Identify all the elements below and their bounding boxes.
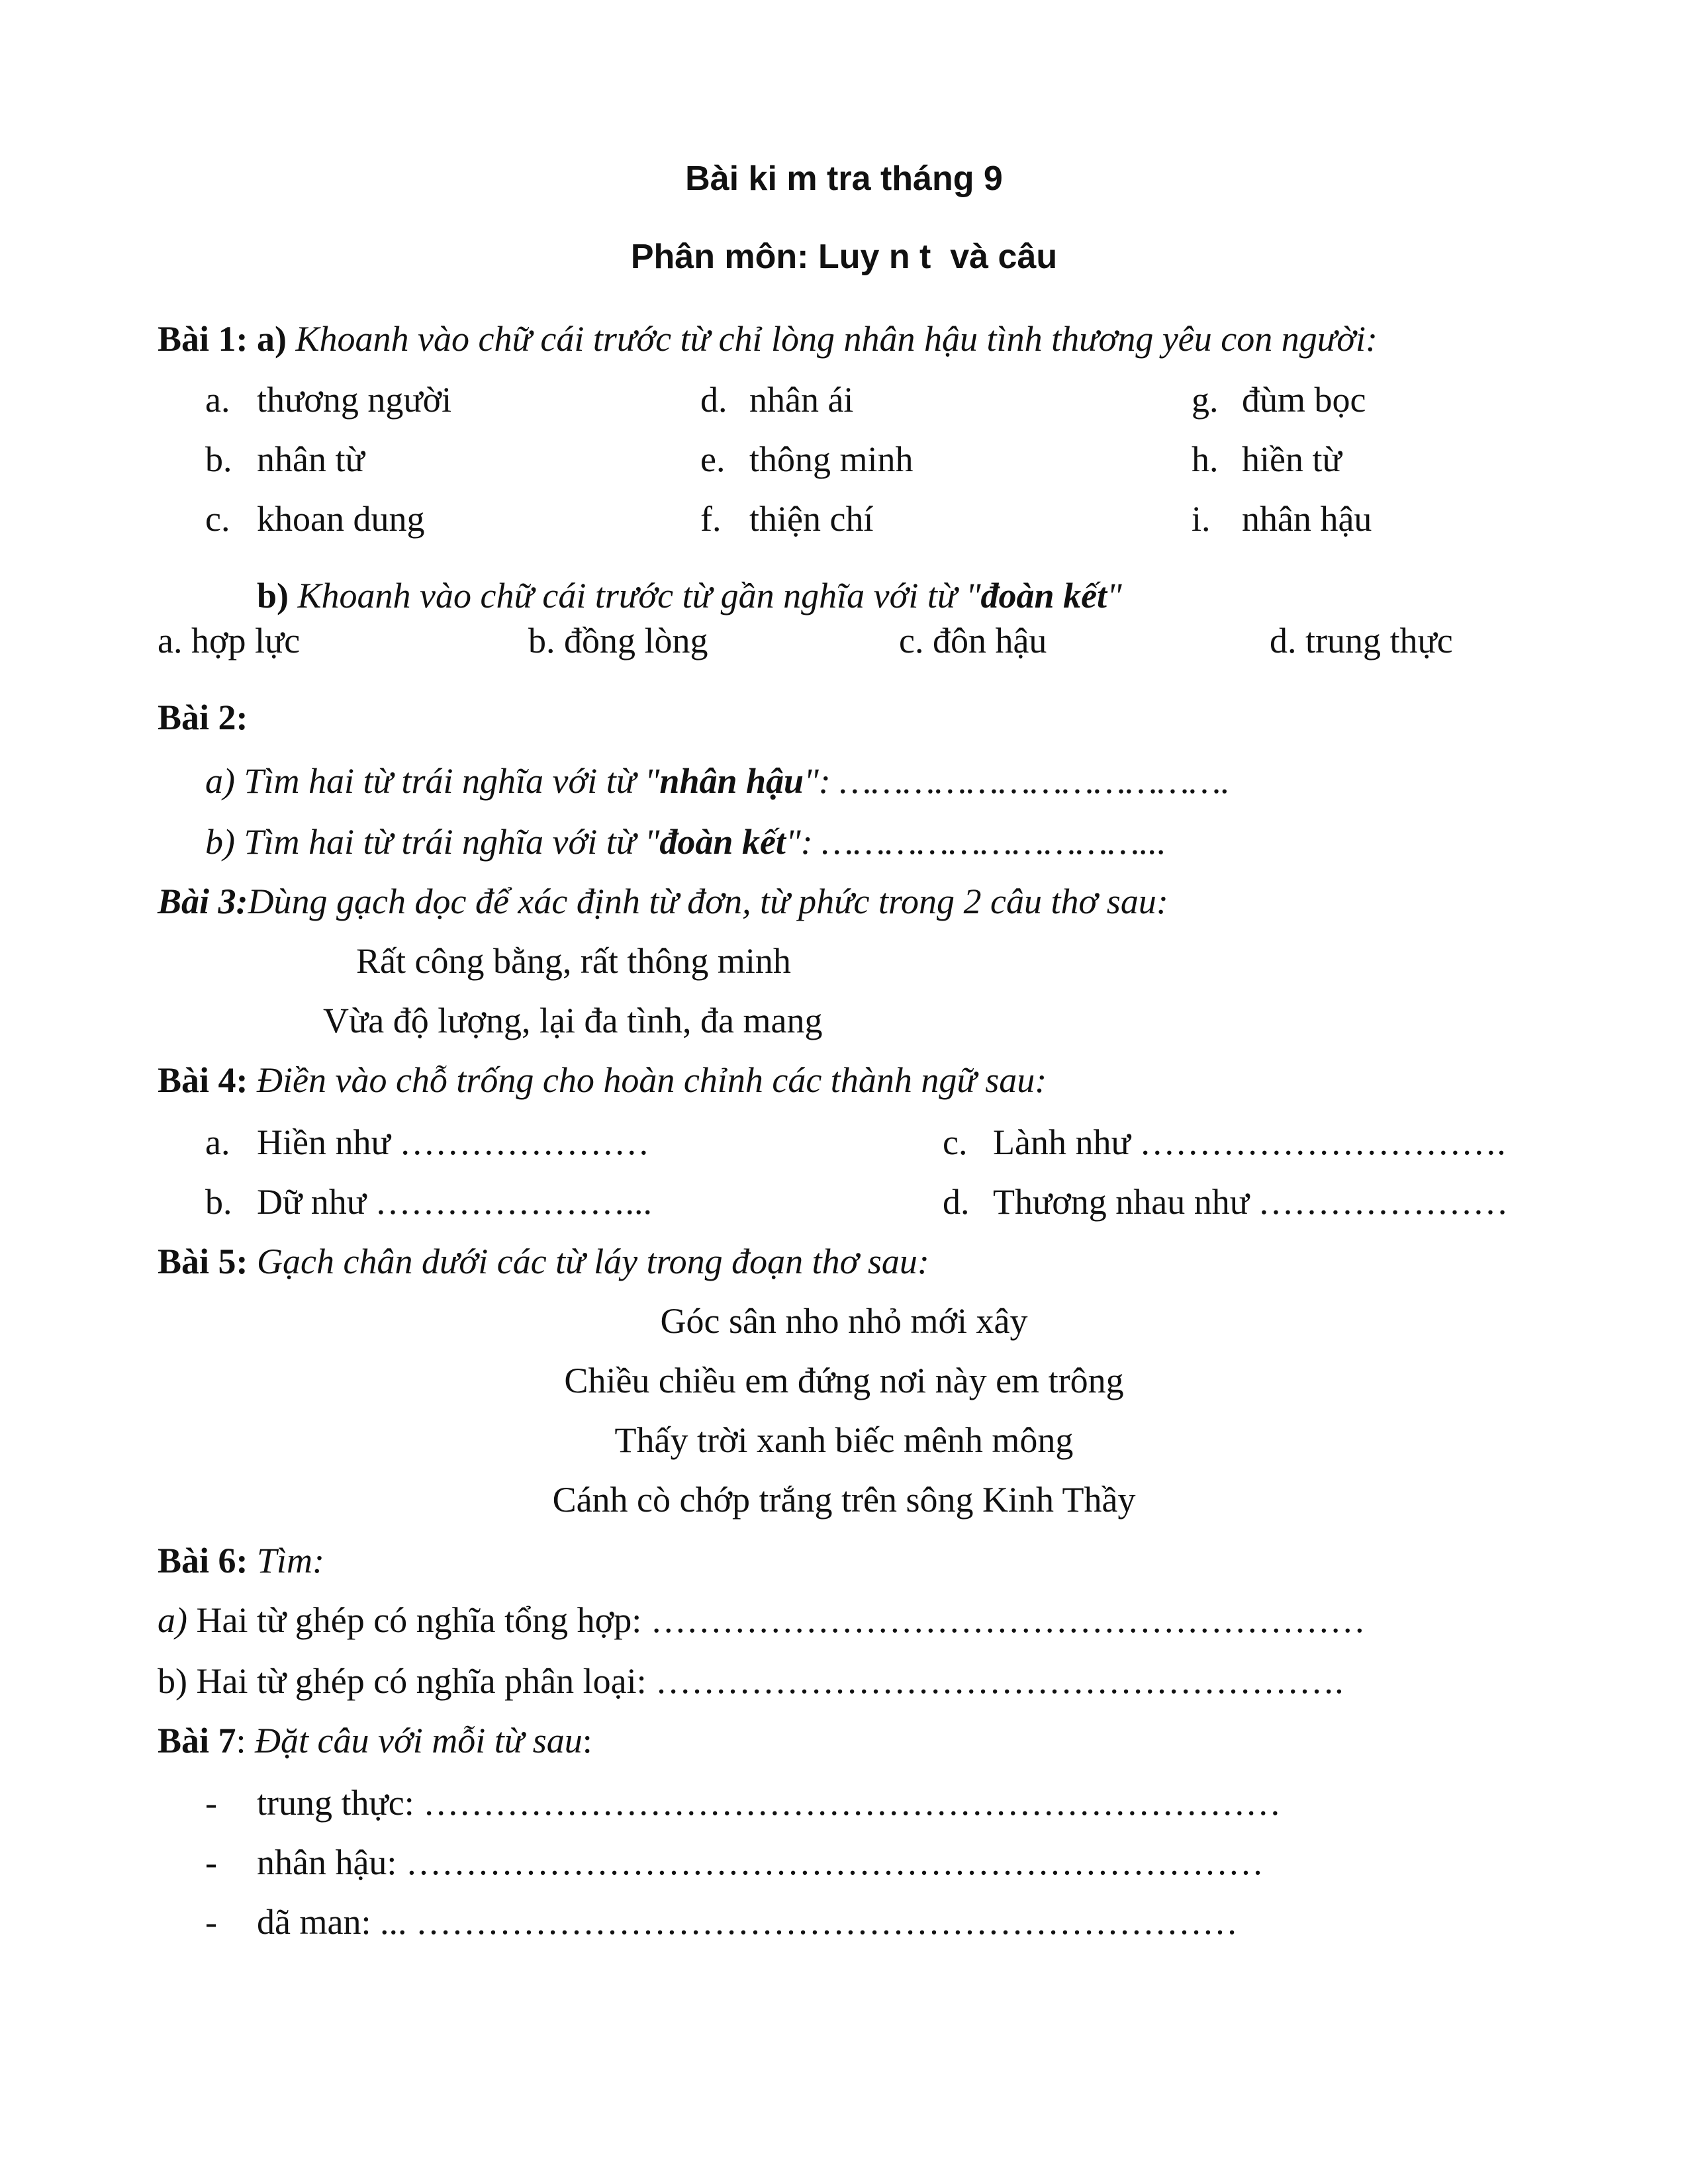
bai1-b-option: a. hợp lực [158, 621, 301, 660]
bai1-heading [158, 318, 1378, 360]
option-letter: i. [1192, 499, 1211, 539]
bai1-a-marker: a) [257, 319, 287, 359]
bai6-a-line [158, 1599, 1366, 1641]
bai5-instruction: Gạch chân dưới các từ láy trong đoạn thơ sau: [257, 1242, 929, 1281]
option-text: hiền từ [1242, 439, 1342, 479]
bai6-heading [158, 1539, 324, 1582]
bai4-item: Thương nhau như ………………… [993, 1182, 1509, 1222]
option-letter: e. [700, 439, 726, 479]
bai1-a-instruction: Khoanh vào chữ cái trước từ chỉ lòng nhân hậu tình thương yêu con người: [295, 319, 1378, 359]
option-text: thương người [257, 380, 452, 420]
bai2-b-post: ": …………………………... [785, 822, 1166, 862]
bai2-a-keyword: nhân hậu [659, 761, 804, 801]
bai5-poem-line: Thấy trời xanh biếc mênh mông [614, 1420, 1074, 1460]
option-text: thiện chí [749, 499, 874, 539]
option-letter: a. [205, 380, 230, 420]
bai1-b-keyword: đoàn kết [980, 576, 1107, 615]
bai2-a-pre: a) Tìm hai từ trái nghĩa với từ " [205, 761, 660, 801]
bai5-label: Bài 5: [158, 1242, 248, 1281]
option-text: nhân từ [257, 439, 365, 479]
option-letter: f. [700, 499, 722, 539]
bai1-b-heading [257, 574, 1122, 617]
bai4-letter: c. [943, 1122, 968, 1162]
bai6-instruction: Tìm: [257, 1541, 325, 1580]
option-letter: h. [1192, 439, 1219, 479]
option-letter: g. [1192, 380, 1219, 420]
bai7-dash: - [205, 1783, 217, 1823]
page-subtitle: Phân môn: Luy n t và câu [630, 238, 1058, 276]
bai2-a-post: ": ………………………………. [804, 761, 1230, 801]
bai6-a-marker: a) [158, 1600, 187, 1640]
bai7-heading [158, 1719, 592, 1762]
bai1-b-option: c. đôn hậu [899, 621, 1047, 660]
option-text: đùm bọc [1242, 380, 1366, 420]
bai3-poem-line: Rất công bằng, rất thông minh [356, 941, 791, 981]
bai5-heading [158, 1240, 929, 1283]
bai3-instruction: Dùng gạch dọc để xác định từ đơn, từ phức trong 2 câu thơ sau: [248, 882, 1168, 921]
bai6-label: Bài 6: [158, 1541, 248, 1580]
bai4-letter: d. [943, 1182, 970, 1222]
bai1-b-instruction-pre: Khoanh vào chữ cái trước từ gần nghĩa với từ " [297, 576, 981, 615]
option-text: nhân hậu [1242, 499, 1372, 539]
bai5-poem-line: Chiều chiều em đứng nơi này em trông [564, 1361, 1124, 1400]
bai4-item: Hiền như ………………… [257, 1122, 650, 1162]
bai5-poem-line: Cánh cò chớp trắng trên sông Kinh Thầy [552, 1480, 1136, 1520]
bai4-heading [158, 1059, 1047, 1101]
option-letter: c. [205, 499, 230, 539]
bai4-item: Dữ như …………………... [257, 1182, 653, 1222]
bai1-b-instruction-post: " [1107, 576, 1122, 615]
bai7-item: nhân hậu: ……………………………………………………………… [257, 1843, 1264, 1882]
option-text: thông minh [749, 439, 914, 479]
bai7-instruction: Đặt câu với mỗi từ sau [255, 1721, 583, 1760]
bai1-b-marker: b) [257, 576, 289, 615]
bai4-instruction: Điền vào chỗ trống cho hoàn chỉnh các thành ngữ sau: [257, 1060, 1047, 1100]
bai2-b-keyword: đoàn kết [659, 822, 786, 862]
bai5-poem-line: Góc sân nho nhỏ mới xây [660, 1301, 1028, 1341]
bai7-instruction-end: : [582, 1721, 592, 1760]
bai7-item: dã man: ... …………………………………………………………… [257, 1902, 1238, 1942]
option-text: nhân ái [749, 380, 854, 420]
option-letter: d. [700, 380, 727, 420]
bai1-label: Bài 1: [158, 319, 248, 359]
bai7-dash: - [205, 1843, 217, 1882]
bai3-heading [158, 880, 1168, 923]
bai7-dash: - [205, 1902, 217, 1942]
bai4-item: Lành như …………………………. [993, 1122, 1506, 1162]
bai3-poem-line: Vừa độ lượng, lại đa tình, đa mang [323, 1001, 823, 1040]
bai6-b-line: b) Hai từ ghép có nghĩa phân loại: …………………………………………………. [158, 1661, 1344, 1701]
bai2-label: Bài 2: [158, 698, 248, 737]
bai7-colon: : [236, 1721, 246, 1760]
option-letter: b. [205, 439, 232, 479]
bai2-a-line [205, 760, 1230, 802]
bai4-letter: a. [205, 1122, 230, 1162]
bai7-item: trung thực: ……………………………………………………………… [257, 1783, 1282, 1823]
bai4-letter: b. [205, 1182, 232, 1222]
option-text: khoan dung [257, 499, 425, 539]
bai3-label: Bài 3: [158, 882, 248, 921]
bai2-b-pre: b) Tìm hai từ trái nghĩa với từ " [205, 822, 660, 862]
bai4-label: Bài 4: [158, 1060, 248, 1100]
page-title: Bài ki m tra tháng 9 [685, 159, 1003, 198]
bai6-a-text: Hai từ ghép có nghĩa tổng hợp: …………………………………………………… [196, 1600, 1366, 1640]
bai2-b-line [205, 821, 1166, 863]
bai1-b-option: b. đồng lòng [528, 621, 708, 660]
bai7-label: Bài 7 [158, 1721, 236, 1760]
bai1-b-option: d. trung thực [1270, 621, 1453, 660]
